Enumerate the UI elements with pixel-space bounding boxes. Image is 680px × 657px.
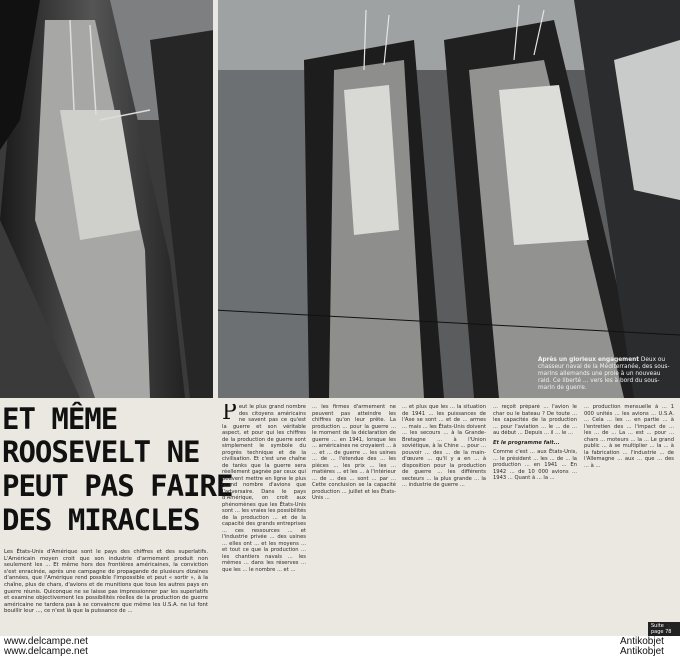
continued-label: Suite page 78	[648, 622, 680, 636]
watermark-right-1: Antikobjet	[620, 636, 664, 647]
photo-caption	[538, 357, 670, 392]
body-column-3: ... et plus que les ... la situation de 1941 ... les puissances de l'Axe se sont ... et de ... armes ... mais ... les États-Unis doivent ... les secours ... à la Grande-Bretagne ... à l'Union soviétique, à la Chine ... pour ... pouvoir ... des ... de la main-d'œuvre ... qu'il y a en ... à disposition pour la production de guerre ... les différents secteurs ... la plus grande ... la ... industrie de guerre ...	[402, 404, 486, 488]
column-1-text: eut le plus grand nombre des citoyens américains ne savent pas ce qu'est la guerre et son véritable aspect, et pour qui les chiffres de la production de guerre sont simplement le symbole du progrès technique et de la civilisation. Et c'est une chaîne de tanks que la guerre sera réellement gagnée par ceux qui peuvent mettre en ligne le plus grand nombre d'avions que l'adversaire. Dans le pays d'Amérique, on croit aux phénomènes que les États-Unis sont ... les vraies les possibilités de la production ... et de la capacité des grands entreprises ... ces ressources ... et l'industrie privée ... des usines ... elles ont ... et les moyens ... et tout ce que la production ... les chantiers navals ... les mêmes ... dans les réserves ... que les ... le nombre ... et ...	[222, 404, 306, 573]
body-column-4	[493, 404, 577, 636]
page-gutter	[213, 0, 218, 398]
photo-submarine-left	[0, 0, 214, 398]
body-column-5: ... production mensuelle à ... 1 000 unités ... les avions ... U.S.A. ... Cela ... les ... en partie ... à l'entretien des ... l'impact de ... les ... de ... La ... est ... pour ... chars ... moteurs ... la ... Le grand public ... à se multiplier ... la ... à la fabrication ... l'industrie ... de l'Allemagne ... aux ... que ... des ... à ...	[584, 404, 674, 469]
column-4-more: Comme c'est ... aux États-Unis, ... le président ... les ... de ... la production ... en 1941 ... En 1942 ... de 10 000 avions ... 1943 ... Quant à ... la ...	[493, 449, 577, 481]
drop-cap: P	[222, 404, 237, 425]
headline-line-4: DES MIRACLES	[2, 503, 200, 537]
column-4-subhead: Et le programme fait...	[493, 439, 560, 446]
headline-line-1: ET MÊME	[2, 402, 118, 436]
submarines-right-illustration	[214, 0, 680, 398]
watermark-left-1: www.delcampe.net	[4, 636, 88, 647]
headline-line-2: ROOSEVELT NE	[2, 435, 200, 469]
article-headline	[0, 402, 233, 542]
watermark-left-2: www.delcampe.net	[4, 646, 88, 657]
watermark-footer	[0, 636, 680, 657]
headline-line-3: PEUT PAS FAIRE	[2, 469, 233, 503]
photo-submarines-right	[214, 0, 680, 398]
watermark-right-2: Antikobjet	[620, 646, 664, 657]
body-column-1	[222, 404, 306, 636]
submarine-left-illustration	[0, 0, 214, 398]
page-number: 3	[666, 623, 671, 631]
intro-paragraph: Les États-Unis d'Amérique sont le pays des chiffres et des superlatifs. L'Américain moyen croit que son industrie d'armement produit non seulement les ... Et même hors des frontières américaines, la conviction s'est enracinée, après une campagne de propagande de plusieurs dizaines d'années, que l'Amérique rend possible l'impossible et peut « sortir », à la chaîne, plus de chars, d'avions et de munitions que tous les autres pays en guerre réunis. Quiconque ne se laisse pas impressionner par les superlatifs et examine objectivement les possibilités réelles de la production de guerre américaine ne tardera pas à se convaincre que même les U.S.A. ne lui font bouillir leur ..., ce n'est là que la puissance de ...	[4, 549, 208, 615]
caption-text: Deux ou chasseur naval de la Méditerranée, des sous-marins allemands une proie à un nouveau raid. Ce liberté ... vers les à bord du sous-marin de guerre.	[538, 357, 670, 391]
column-4-text: ... reçoit préparé ... l'avion le char ou le bateau ? De toute ... les capacités de la production ... pour l'aviation ... le ... de ... au début ... Depuis ... il ... le ...	[493, 404, 577, 436]
body-column-2: ... les firmes d'armement ne peuvent pas atteindre les chiffres qu'on leur prête. La production ... pour la guerre ... le moment de la déclaration de guerre ... en 1941, lorsque les ... américaines ne croyaient ... à ... et ... de guerre ... les usines ... de ... l'étendue des ... les pièces ... les prix ... les ... matières ... et les ... à l'intérieur ... de ... des ... sont ... par ... Cette conclusion se la capacité production ... juillet et les États-Unis ...	[312, 404, 396, 501]
caption-lead: Après un glorieux engagement	[538, 357, 640, 363]
